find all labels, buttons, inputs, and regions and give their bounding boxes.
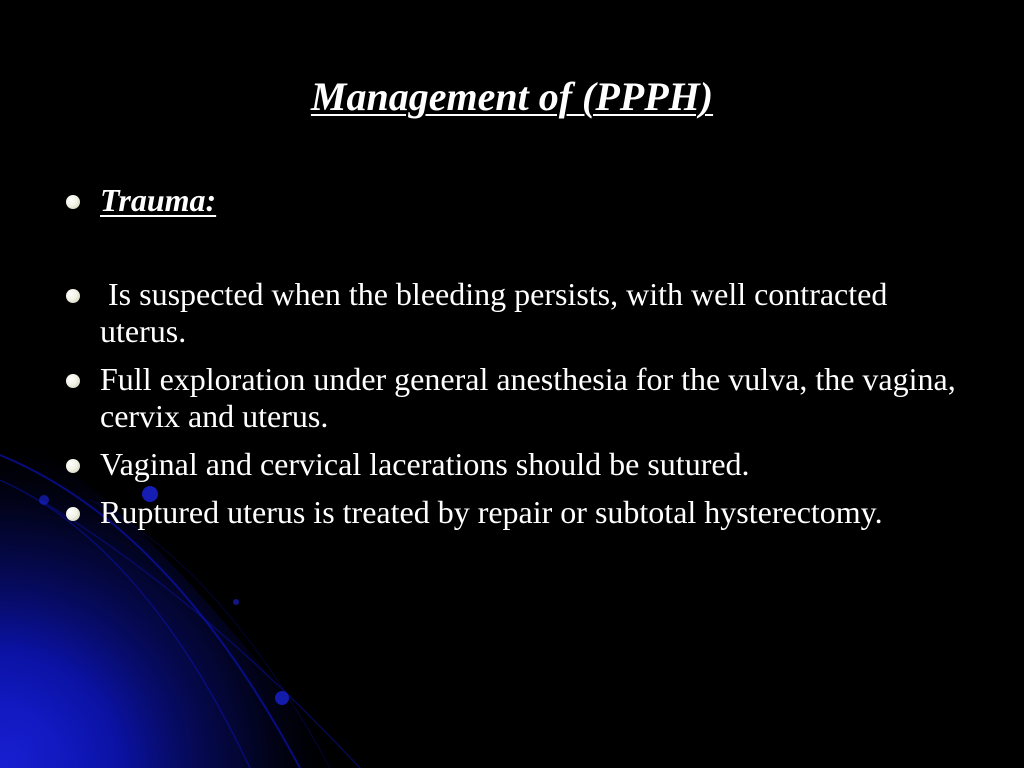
bullet-point-icon bbox=[66, 459, 80, 473]
bullet-point-icon bbox=[66, 289, 80, 303]
bullet-item-suspected bbox=[62, 276, 962, 350]
bullet-text: Vaginal and cervical lacerations should be sutured. bbox=[100, 446, 750, 482]
bullet-item-exploration bbox=[62, 361, 962, 435]
bullet-point-icon bbox=[66, 195, 80, 209]
slide-title: Management of (PPPH) bbox=[310, 74, 714, 119]
bullet-item-trauma bbox=[62, 182, 962, 219]
bullet-text: Ruptured uterus is treated by repair or subtotal hysterectomy. bbox=[100, 494, 883, 530]
bullet-text: Is suspected when the bleeding persists, with well contracted uterus. bbox=[100, 276, 896, 349]
bullet-heading: Trauma: bbox=[100, 182, 217, 218]
bullet-item-lacerations bbox=[62, 446, 962, 483]
bullet-text: Full exploration under general anesthesia for the vulva, the vagina, cervix and uterus. bbox=[100, 361, 956, 434]
bullet-list bbox=[62, 182, 962, 531]
bullet-point-icon bbox=[66, 374, 80, 388]
bullet-point-icon bbox=[66, 507, 80, 521]
bullet-item-ruptured-uterus bbox=[62, 494, 962, 531]
